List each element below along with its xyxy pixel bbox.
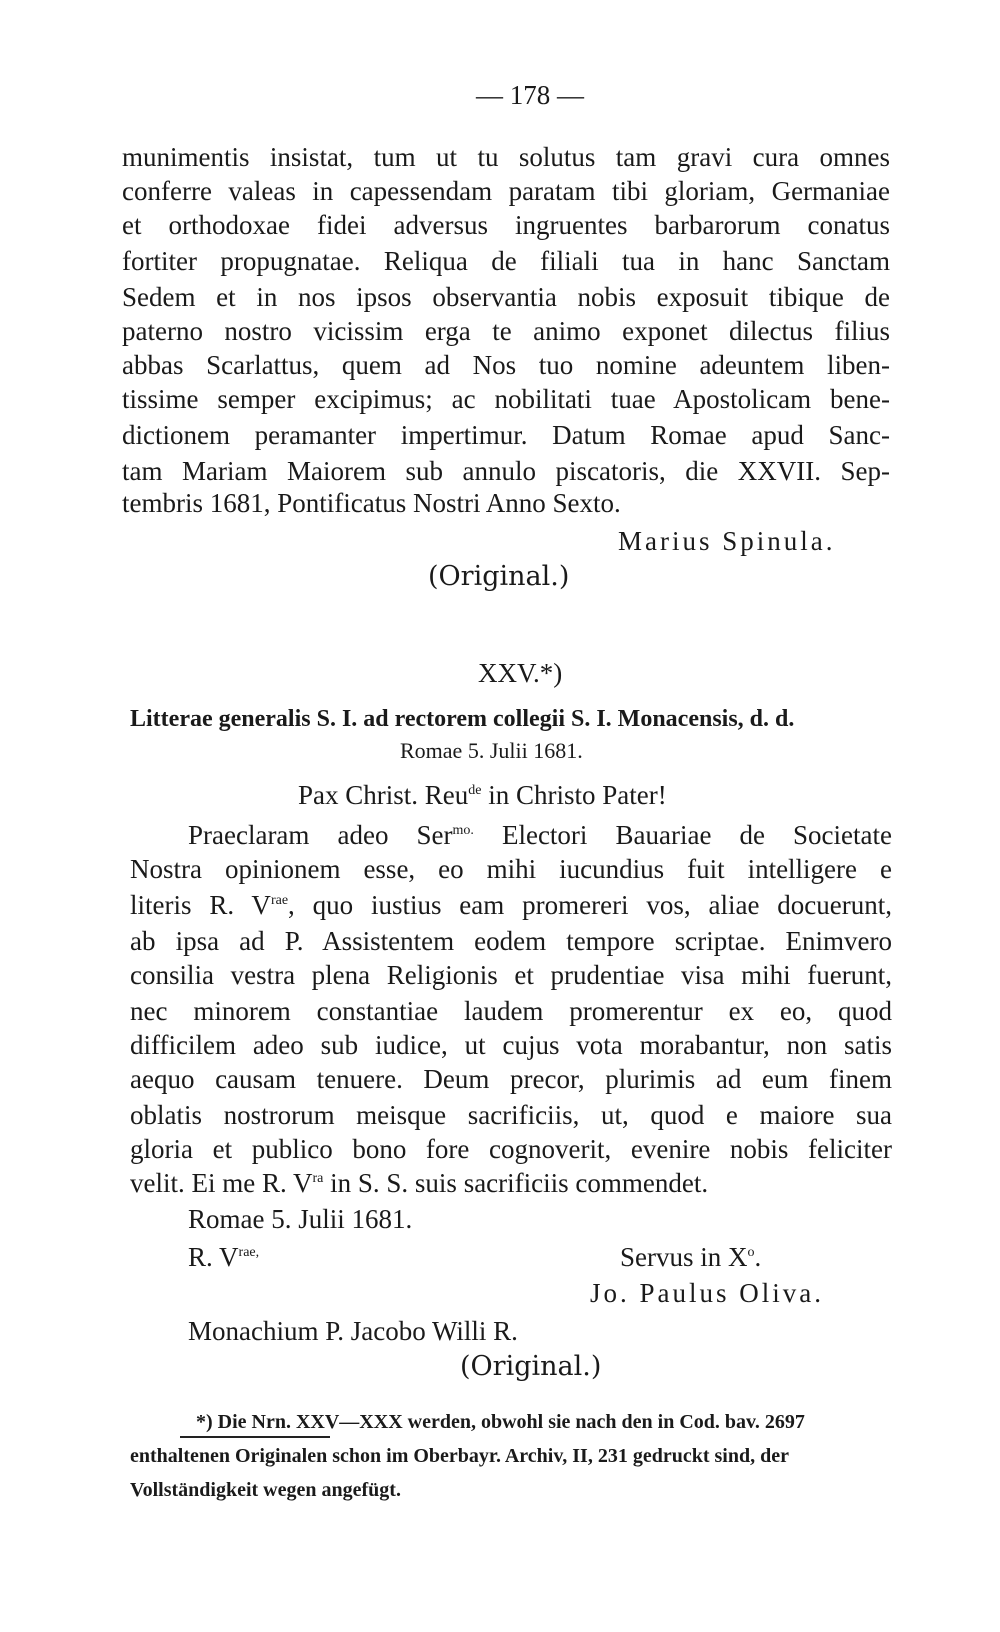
text-line: munimentis insistat, tum ut tu solutus tam gravi cura omnes (122, 142, 890, 172)
text-part: velit. Ei me R. V (130, 1168, 313, 1198)
text-line: nec minorem constantiae laudem promerentur ex eo, quod (130, 996, 892, 1026)
text-line (130, 888, 892, 922)
text-line: tissime semper excipimus; ac nobilitati tuae Apostolicam bene- (122, 384, 890, 414)
text-line: gloria et publico bono fore cognoverit, evenire nobis feliciter (130, 1134, 892, 1164)
footnote-line: Vollständigkeit wegen angefügt. (130, 1479, 401, 1501)
text-line: Nostra opinionem esse, eo mihi iucundius fuit intelligere e (130, 854, 892, 884)
text-line: abbas Scarlattus, quem ad Nos tuo nomine adeuntem liben- (122, 350, 890, 380)
salutation-text-a: Pax Christ. Reu (298, 780, 469, 810)
text-line: tam Mariam Maiorem sub annulo piscatoris, die XXVII. Sep- (122, 456, 890, 486)
page-number: — 178 — (476, 80, 584, 110)
text-line: tembris 1681, Pontificatus Nostri Anno Sexto. (122, 488, 621, 518)
text-part: Electori Bauariae de Societate (473, 820, 892, 850)
text-line: paterno nostro vicissim erga te animo exponet dilectus filius (122, 316, 890, 346)
footnote-line: *) Die Nrn. XXV—XXX werden, obwohl sie nach den in Cod. bav. 2697 (196, 1411, 805, 1433)
text-line: Sedem et in nos ipsos observantia nobis exposuit tibique de (122, 282, 890, 312)
signature-oliva: Jo. Paulus Oliva. (590, 1278, 825, 1308)
text-line: ab ipsa ad P. Assistentem eodem tempore scriptae. Enimvero (130, 926, 892, 956)
footnote-rule (180, 1436, 330, 1438)
closing-date: Romae 5. Julii 1681. (188, 1204, 413, 1234)
closing-right-sup: o (747, 1245, 755, 1260)
text-line: dictionem peramanter impertimur. Datum Romae apud Sanc- (122, 420, 890, 450)
text-line: et orthodoxae fidei adversus ingruentes barbarorum conatus (122, 210, 890, 240)
abbr-sup: ra (312, 1171, 324, 1186)
closing-right-end: . (754, 1242, 762, 1272)
text-line: difficilem adeo sub iudice, ut cujus vota morabantur, non satis (130, 1030, 892, 1060)
text-part: Praeclaram adeo Ser (188, 820, 453, 850)
text-line: conferre valeas in capessendam paratam tibi gloriam, Germaniae (122, 176, 890, 206)
addressee: Monachium P. Jacobo Willi R. (188, 1316, 518, 1346)
signature-marius-spinula: Marius Spinula. (618, 526, 836, 556)
text-part: in S. S. suis sacrificiis commendet. (323, 1168, 709, 1198)
text-line: fortiter propugnatae. Reliqua de filiali tua in hanc Sanctam (122, 246, 890, 276)
text-part: literis R. V (130, 890, 271, 920)
abbr-sup: mo. (452, 823, 474, 838)
closing-left-sup: rae, (238, 1245, 260, 1260)
text-line: aequo causam tenuere. Deum precor, plurimis ad eum finem (130, 1064, 892, 1094)
text-line: consilia vestra plena Religionis et prudentiae visa mihi fuerunt, (130, 960, 892, 990)
section-number: XXV.*) (478, 658, 563, 688)
text-part: , quo iustius eam promereri vos, aliae docuerunt, (288, 890, 892, 920)
salutation-text-b: in Christo Pater! (481, 780, 667, 810)
section-date: Romae 5. Julii 1681. (400, 738, 583, 763)
original-note: (Original.) (428, 561, 570, 592)
closing-right-text: Servus in X (620, 1242, 748, 1272)
salutation (298, 778, 667, 812)
closing-right (620, 1240, 761, 1274)
text-line (188, 818, 892, 852)
salutation-sup: de (468, 783, 482, 798)
original-note-2: (Original.) (460, 1351, 602, 1382)
section-title: Litterae generalis S. I. ad rectorem collegii S. I. Monacensis, d. d. (130, 706, 795, 732)
closing-left-text: R. V (188, 1242, 239, 1272)
text-line: oblatis nostrorum meisque sacrificiis, ut, quod e maiore sua (130, 1100, 892, 1130)
closing-left (188, 1240, 259, 1274)
abbr-sup: rae (270, 893, 289, 908)
text-line (130, 1166, 708, 1200)
footnote-line: enthaltenen Originalen schon im Oberbayr. Archiv, II, 231 gedruckt sind, der (130, 1445, 789, 1467)
